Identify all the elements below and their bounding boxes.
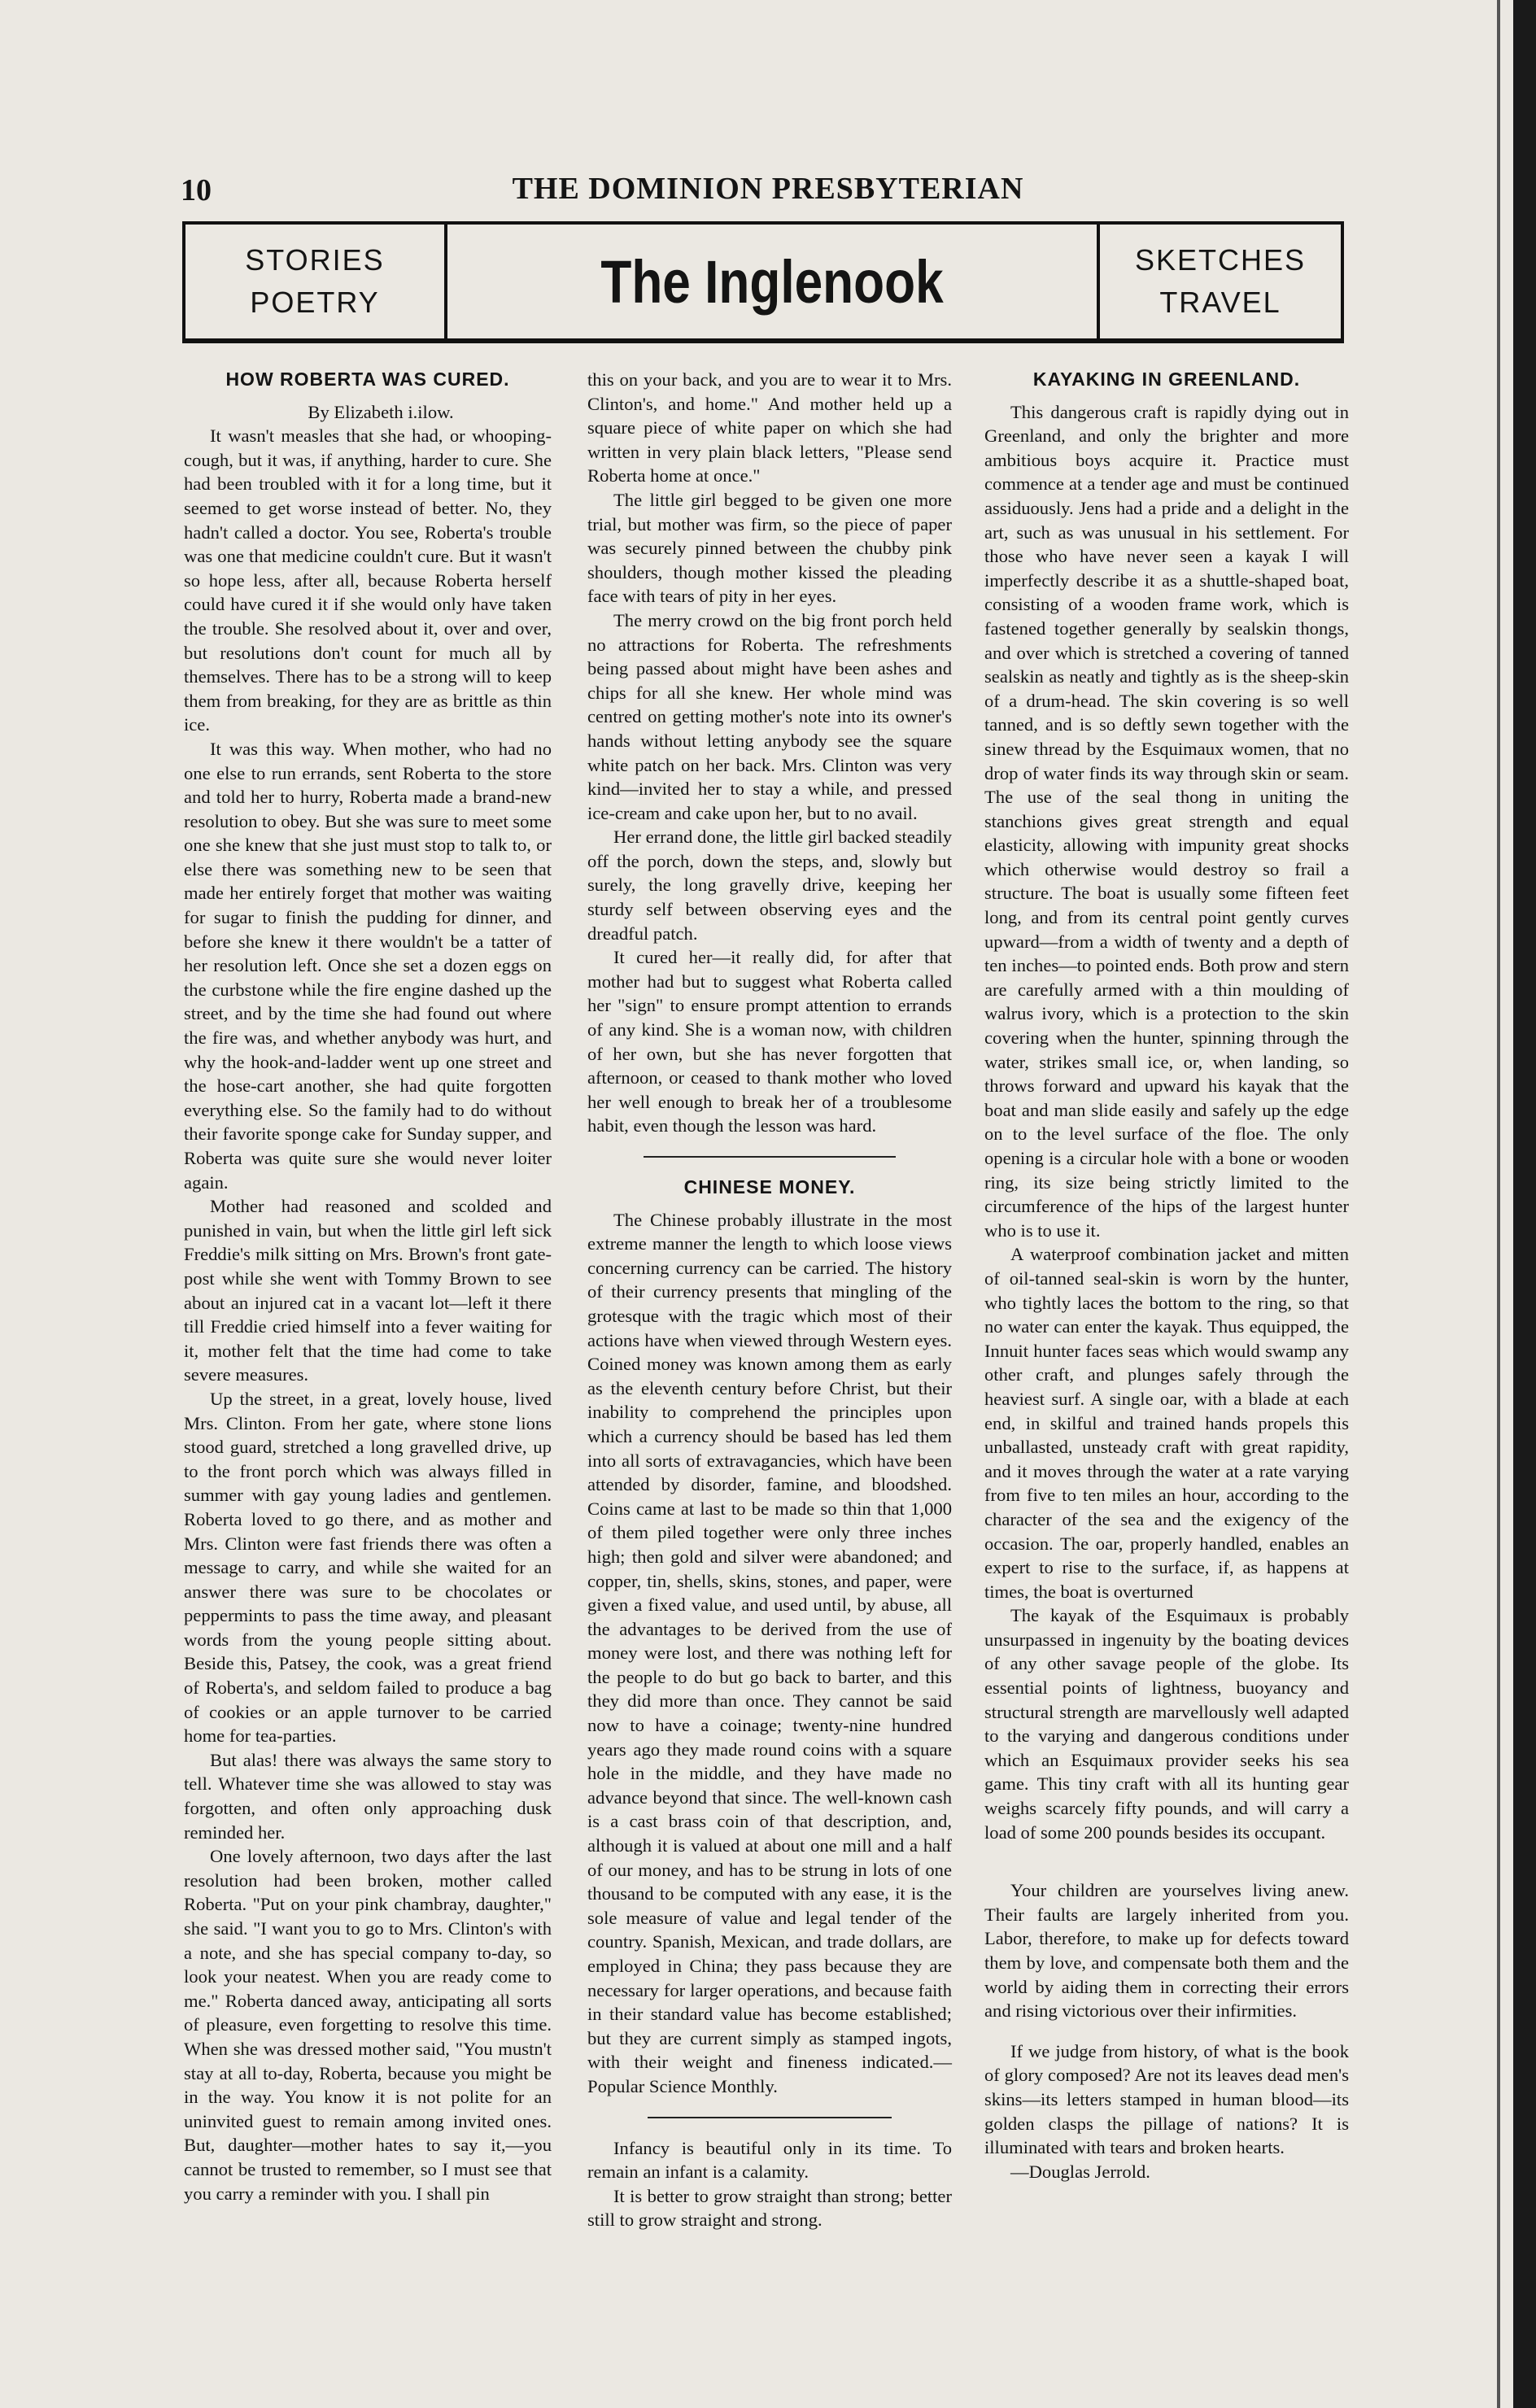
infancy-paragraph: It is better to grow straight than strong; better still to grow straight and strong.	[587, 2185, 952, 2231]
roberta-continuation: It cured her—it really did, for after that mother had but to suggest what Roberta called her "sign" to ensure prompt attention to errands of any kind. She is a woman now, with children of her own, but she has never forgotten that afternoon, or ceased to thank mother who loved her well enough to break her of a troublesome habit, even though the lesson was hard.	[587, 947, 952, 1136]
roberta-headline: HOW ROBERTA WAS CURED.	[225, 369, 510, 390]
glory-signature: —Douglas Jerrold.	[1010, 2161, 1150, 2182]
roberta-paragraph: But alas! there was always the same story to tell. Whatever time she was allowed to stay was forgotten, and often only approaching dusk reminded her.	[184, 1749, 552, 1843]
section-divider	[644, 1156, 896, 1158]
roberta-continuation: The merry crowd on the big front porch held no attractions for Roberta. The refreshments being passed about might have been ashes and chips for all she knew. Her whole mind was centred on getting mother's note into its owner's hands without letting anybody see the square white patch on her back. Mrs. Clinton was very kind—invited her to stay a while, and pressed ice-cream and cake upon her, but to no avail.	[587, 609, 952, 823]
section-divider	[648, 2117, 892, 2118]
roberta-byline: By Elizabeth i.ilow.	[308, 401, 454, 422]
infancy-paragraph: Infancy is beautiful only in its time. To remain an infant is a calamity.	[587, 2137, 952, 2183]
chinese-money-headline: CHINESE MONEY.	[683, 1176, 856, 1197]
column-1	[184, 368, 552, 2205]
kayaking-paragraph: The kayak of the Esquimaux is probably unsurpassed in ingenuity by the boating devices of any other savage people of the globe. Its essential points of lightness, buoyancy and structural strength are marvellously well adapted to the varying and dangerous conditions under which an Esquimaux provider seeks his sea game. This tiny craft with all its hunting gear weighs scarcely fifty pounds, and will carry a load of some 200 pounds besides its occupant.	[984, 1605, 1349, 1843]
banner-left-box	[185, 225, 447, 338]
glory-paragraph: If we judge from history, of what is the book of glory composed? Are not its leaves dead men's skins—its letters stamped in human blood—its golden clasps the pillage of nations? It is illuminated with tears and broken hearts.	[984, 2040, 1349, 2158]
section-banner	[182, 221, 1344, 343]
kayaking-headline: KAYAKING IN GREENLAND.	[1032, 369, 1301, 390]
page-number: 10	[181, 173, 212, 207]
banner-right-line-1: SKETCHES	[1134, 242, 1307, 277]
section-gap	[984, 2023, 1349, 2039]
kayaking-paragraph: A waterproof combination jacket and mitten of oil-tanned seal-skin is worn by the hunter, who tightly laces the bottom to the ring, so that no water can enter the kayak. Thus equipped, the Innuit hunter faces seas which would swamp any other craft, and plunges safely through the heaviest surf. A single oar, with a blade at each end, in skilful and trained hands propels this unballasted, unsteady craft with great rapidity, and it moves through the water at a rate varying from five to ten miles an hour, according to the character of the sea and the exigency of the occasion. The oar, properly handled, enables an expert to rise to the surface, if, as happens at times, the boat is overturned	[984, 1244, 1349, 1602]
roberta-paragraph: It was this way. When mother, who had no one else to run errands, sent Roberta to the store and told her to hurry, Roberta made a brand-new resolution to obey. But she was sure to meet some one she knew that she just must stop to talk to, or else there was something new to be seen that made her entirely forget that mother was waiting for sugar to finish the pudding for dinner, and before she knew it there wouldn't be a tatter of her resolution left. Once she set a dozen eggs on the curbstone while the fire engine dashed up the street, and by the time she had found out where the fire was, and whether anybody was hurt, and why the hook-and-ladder went up one street and the hose-cart another, she had quite forgotten everything else. So the family had to do without their favorite sponge cake for Sunday supper, and Roberta was quite sure she would never loiter again.	[184, 738, 552, 1193]
roberta-paragraph: It wasn't measles that she had, or whooping-cough, but it was, if anything, harder to cure. She had been troubled with it for a long time, but it seemed to get worse instead of better. No, they hadn't called a doctor. You see, Roberta's trouble was one that medicine couldn't cure. But it wasn't so hope less, after all, because Roberta herself could have cured it if she would only have taken the trouble. She resolved about it, over and over, but resolutions don't count for much all by themselves. There has to be a strong will to keep them from breaking, for they are as brittle as thin ice.	[184, 425, 552, 735]
roberta-paragraph: Mother had reasoned and scolded and punished in vain, but when the little girl left sick Freddie's milk sitting on Mrs. Brown's front gate-post while she went with Tommy Brown to see about an injured cat in a vacant lot—left it there till Freddie cried himself into a fever waiting for it, mother felt that the time had come to take severe measures.	[184, 1196, 552, 1385]
roberta-continuation: Her errand done, the little girl backed steadily off the porch, down the steps, and, slowly but surely, the long gravelly drive, keeping her sturdy self between observing eyes and the dreadful patch.	[587, 827, 952, 944]
page-edge-shadow	[1513, 0, 1536, 2408]
roberta-paragraph: Up the street, in a great, lovely house, lived Mrs. Clinton. From her gate, where stone lions stood guard, stretched a long gravelled drive, up to the front porch which was always filled in summer with gay young ladies and gentlemen. Roberta loved to go there, and as mother and Mrs. Clinton were fast friends there was often a message to carry, and while she waited for an answer there was sure to be chocolates or peppermints to pass the time away, and pleasant words from the young people sitting about. Beside this, Patsey, the cook, was a great friend of Roberta's, and seldom failed to produce a bag of cookies or an apple turnover to be carried home for tea-parties.	[184, 1388, 552, 1747]
banner-left-line-2: POETRY	[250, 286, 380, 319]
kayaking-paragraph: This dangerous craft is rapidly dying out in Greenland, and only the brighter and more ambitious boys acquire it. Practice must commence at a tender age and must be continued assiduously. Jens had a pride and a delight in the art, such as was unusual in his settlement. For those who have never seen a kayak I will imperfectly describe it as a shuttle-shaped boat, consisting of a wooden frame work, which is fastened together generally by sealskin thongs, and over which is stretched a covering of tanned sealskin as neatly and tightly as is the sheep-skin of a drum-head. The skin covering is so well tanned, and is so deftly sewn together with the sinew thread by the Esquimaux women, that no drop of water finds its way through skin or seam. The use of the seal thong in uniting the stanchions gives great strength and equal elasticity, allowing with impunity great shocks which otherwise would destroy so frail a structure. The boat is usually some fifteen feet long, and from its central point gently curves upward—from a width of twenty and a depth of ten inches—to pointed ends. Both prow and stern are carefully armed with a thin moulding of walrus ivory, which is a protection to the skin covering when the hunter, spinning through the water, strikes small ice, or, when landing, so throws forward and upward his kayak that the boat and man slide easily and safely up the edge on to the level surface of the floe. The only opening is a circular hole with a bone or wooden ring, its size being strictly limited to the circumference of the hips of the largest hunter who is to use it.	[984, 401, 1349, 1241]
banner-right-box	[1097, 225, 1341, 338]
roberta-continuation: The little girl begged to be given one more trial, but mother was firm, so the piece of paper was securely pinned between the chubby pink shoulders, though mother kissed the pleading face with tears of pity in her eyes.	[587, 489, 952, 607]
section-title: The Inglenook	[600, 247, 944, 316]
publication-title: THE DOMINION PRESBYTERIAN	[512, 172, 1024, 206]
section-gap	[984, 1844, 1349, 1878]
roberta-paragraph: One lovely afternoon, two days after the last resolution had been broken, mother called Roberta. "Put on your pink chambray, daughter," she said. "I want you to go to Mrs. Clinton's with a note, and she has special company to-day, so look your neatest. When you are ready come to me." Roberta danced away, anticipating all sorts of pleasure, even forgetting to resolve this time. When she was dressed mother said, "You mustn't stay at all to-day, Roberta, because you might be in the way. You know it is not polite for an uninvited guest to remain among invited ones. But, daughter—mother hates to say it,—you cannot be trusted to remember, so I must see that you carry a reminder with you. I shall pin	[184, 1846, 552, 2204]
column-2	[587, 368, 952, 2232]
banner-left-line-1: STORIES	[245, 242, 385, 277]
column-3	[984, 368, 1349, 2183]
page-edge-line	[1497, 0, 1500, 2408]
roberta-continuation: this on your back, and you are to wear it to Mrs. Clinton's, and home." And mother held up a square piece of white paper on which she had written in very plain black letters, "Please send Roberta home at once."	[587, 369, 952, 486]
banner-right-line-2: TRAVEL	[1159, 286, 1281, 319]
children-paragraph: Your children are yourselves living anew. Their faults are largely inherited from you. Labor, therefore, to make up for defects toward them by love, and compensate both them and the world by aiding them in correcting their errors and rising victorious over their infirmities.	[984, 1880, 1349, 2022]
chinese-money-paragraph: The Chinese probably illustrate in the most extreme manner the length to which loose views concerning currency can be carried. The history of their currency presents that mingling of the grotesque with the tragic which most of their actions have when viewed through Western eyes. Coined money was known among them as early as the eleventh century before Christ, but their inability to comprehend the principles upon which a currency should be based has led them into all sorts of extravagancies, which have been attended by disorder, famine, and bloodshed. Coins came at last to be made so thin that 1,000 of them piled together were only three inches high; then gold and silver were abandoned; and copper, tin, shells, skins, stones, and paper, were given a fixed value, and used until, by abuse, all the advantages to be derived from the use of money were lost, and there was nothing left for the people to do but go back to barter, and this they did more than once. They cannot be said now to have a coinage; twenty-nine hundred years ago they made round coins with a square hole in the middle, and they have made no advance beyond that since. The well-known cash is a cast brass coin of that description, and, although it is valued at about one mill and a half of our money, and has to be strung in lots of one thousand to be computed with any ease, it is the sole measure of value and legal tender of the country. Spanish, Mexican, and trade dollars, are employed in China; they pass because they are necessary for larger operations, and because faith in their standard value has become established; but they are current simply as stamped ingots, with their weight and fineness indicated.—Popular Science Monthly.	[587, 1209, 952, 2096]
